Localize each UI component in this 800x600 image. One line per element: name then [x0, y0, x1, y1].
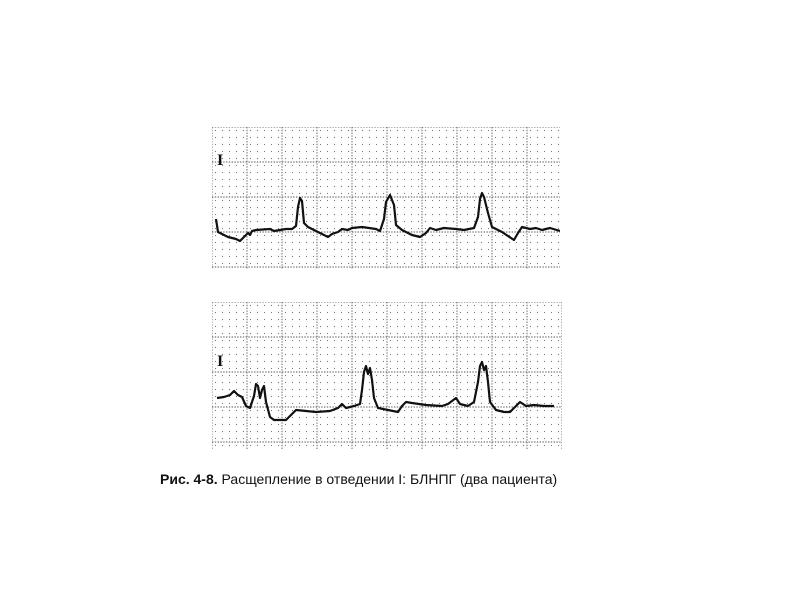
ecg-strip-patient-1 — [212, 127, 560, 269]
lead-label-2: I — [217, 353, 224, 370]
ecg-grid-2 — [212, 302, 562, 450]
figure-number: Рис. 4-8. — [160, 471, 218, 487]
figure-caption — [160, 471, 557, 487]
lead-label-1: I — [217, 152, 224, 169]
figure-caption-text: Расщепление в отведении I: БЛНПГ (два пациента) — [221, 471, 558, 487]
ecg-grid-1 — [212, 127, 560, 269]
ecg-strip-patient-2 — [212, 302, 562, 450]
